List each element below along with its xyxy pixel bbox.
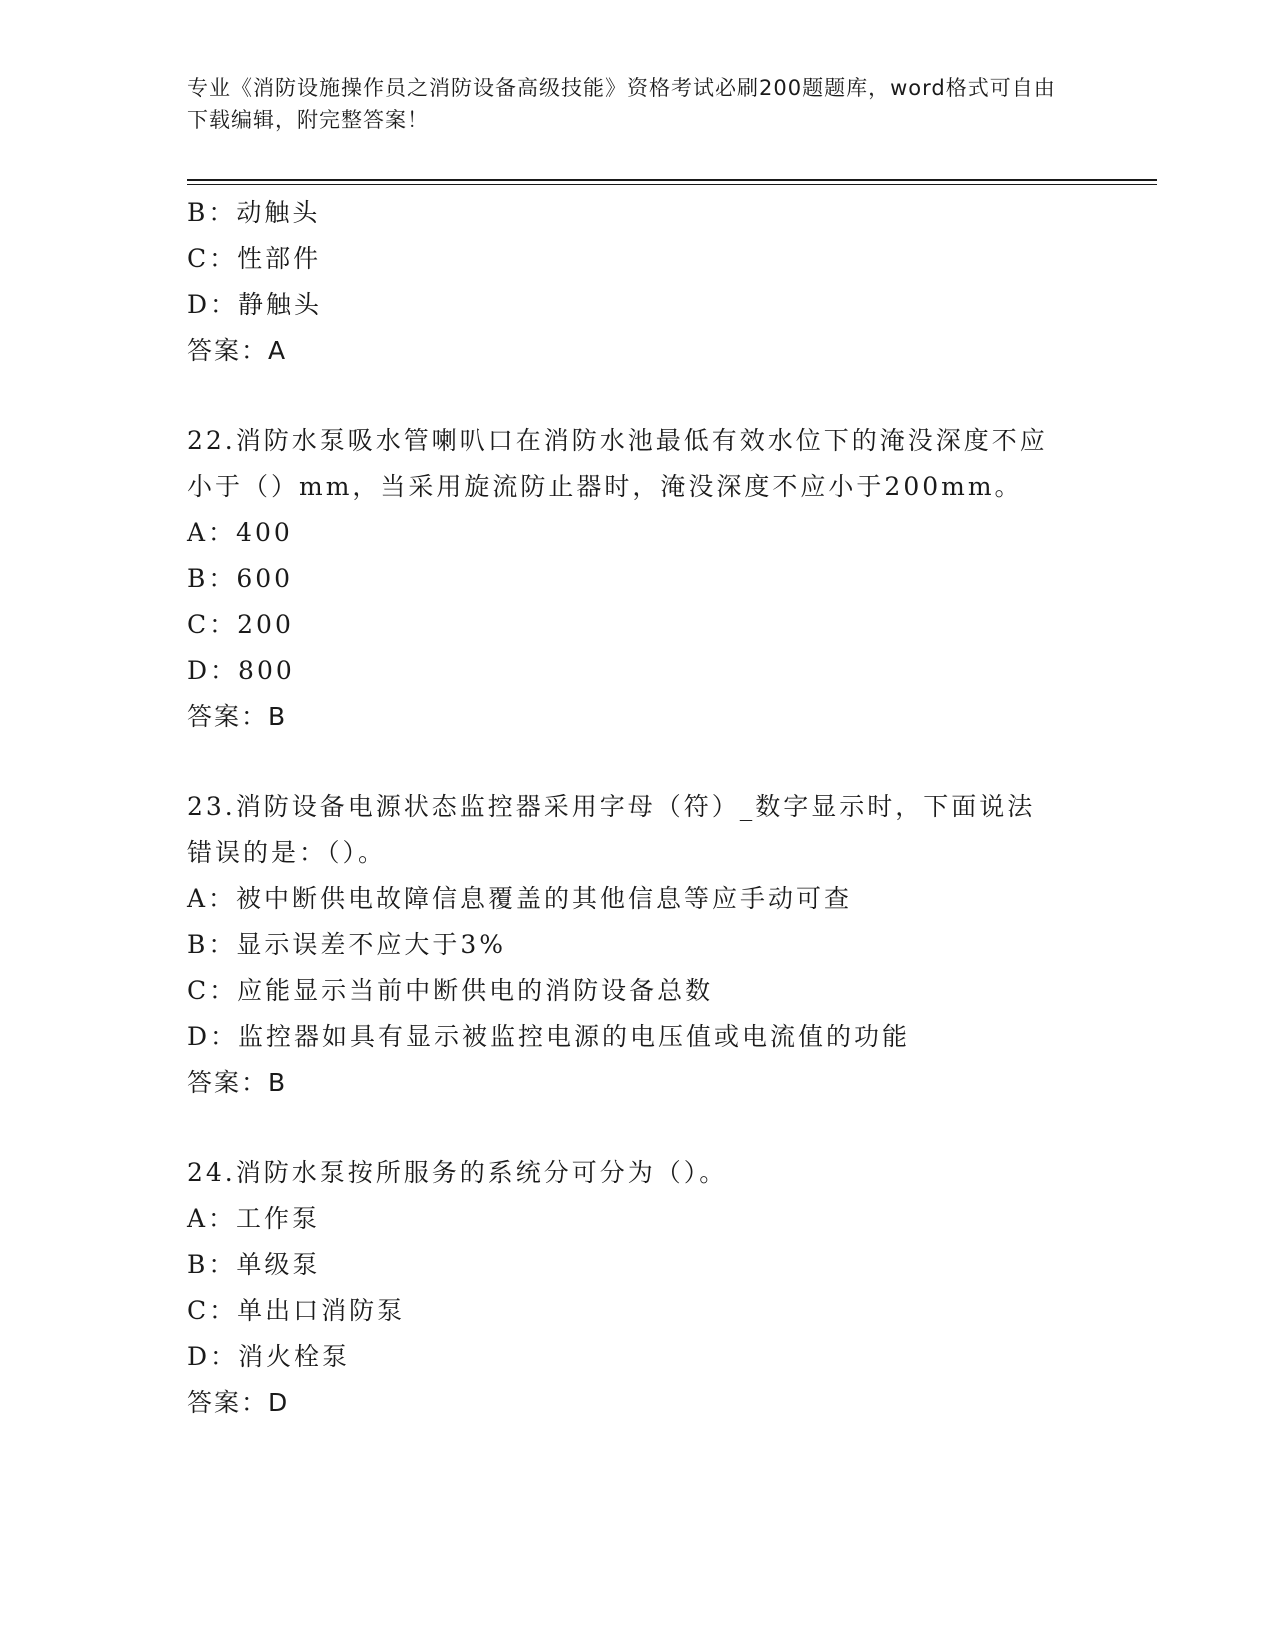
- question-block-21: [187, 190, 1147, 374]
- question-block-24: [187, 1150, 1147, 1426]
- question-stem: 22.消防水泵吸水管喇叭口在消防水池最低有效水位下的淹没深度不应: [187, 426, 1048, 455]
- answer-line: 答案：D: [187, 1388, 290, 1417]
- answer-line: 答案：B: [187, 702, 288, 731]
- answer-line: 答案：B: [187, 1068, 288, 1097]
- option-c: C：应能显示当前中断供电的消防设备总数: [187, 976, 714, 1005]
- option-d: D：消火栓泵: [187, 1342, 351, 1371]
- header-divider-thin: [187, 184, 1157, 185]
- option-b: B：动触头: [187, 198, 321, 227]
- option-a: A：工作泵: [187, 1204, 321, 1233]
- option-c: C：性部件: [187, 244, 322, 273]
- answer-line: 答案：A: [187, 336, 288, 365]
- option-d: D：静触头: [187, 290, 323, 319]
- option-b: B：显示误差不应大于3%: [187, 930, 507, 959]
- option-b: B：600: [187, 564, 294, 593]
- question-stem: 23.消防设备电源状态监控器采用字母（符）_数字显示时，下面说法: [187, 792, 1036, 821]
- document-header: 专业《消防设施操作员之消防设备高级技能》资格考试必刷200题题库，word格式可自由下载编辑，附完整答案！: [187, 76, 1056, 132]
- spacer: [187, 1106, 1147, 1150]
- option-a: A：400: [187, 518, 293, 547]
- question-stem-continued: 小于（）mm，当采用旋流防止器时，淹没深度不应小于200mm。: [187, 472, 1023, 501]
- question-block-22: [187, 418, 1147, 740]
- question-list: [187, 190, 1147, 1426]
- header-divider: [187, 179, 1157, 181]
- question-stem-continued: 错误的是：（）。: [187, 838, 387, 867]
- question-block-23: [187, 784, 1147, 1106]
- option-c: C：200: [187, 610, 294, 639]
- spacer: [187, 374, 1147, 418]
- option-d: D：监控器如具有显示被监控电源的电压值或电流值的功能: [187, 1022, 911, 1051]
- option-d: D：800: [187, 656, 295, 685]
- question-stem: 24.消防水泵按所服务的系统分可分为（）。: [187, 1158, 728, 1187]
- spacer: [187, 740, 1147, 784]
- option-a: A：被中断供电故障信息覆盖的其他信息等应手动可查: [187, 884, 853, 913]
- option-c: C：单出口消防泵: [187, 1296, 406, 1325]
- option-b: B：单级泵: [187, 1250, 321, 1279]
